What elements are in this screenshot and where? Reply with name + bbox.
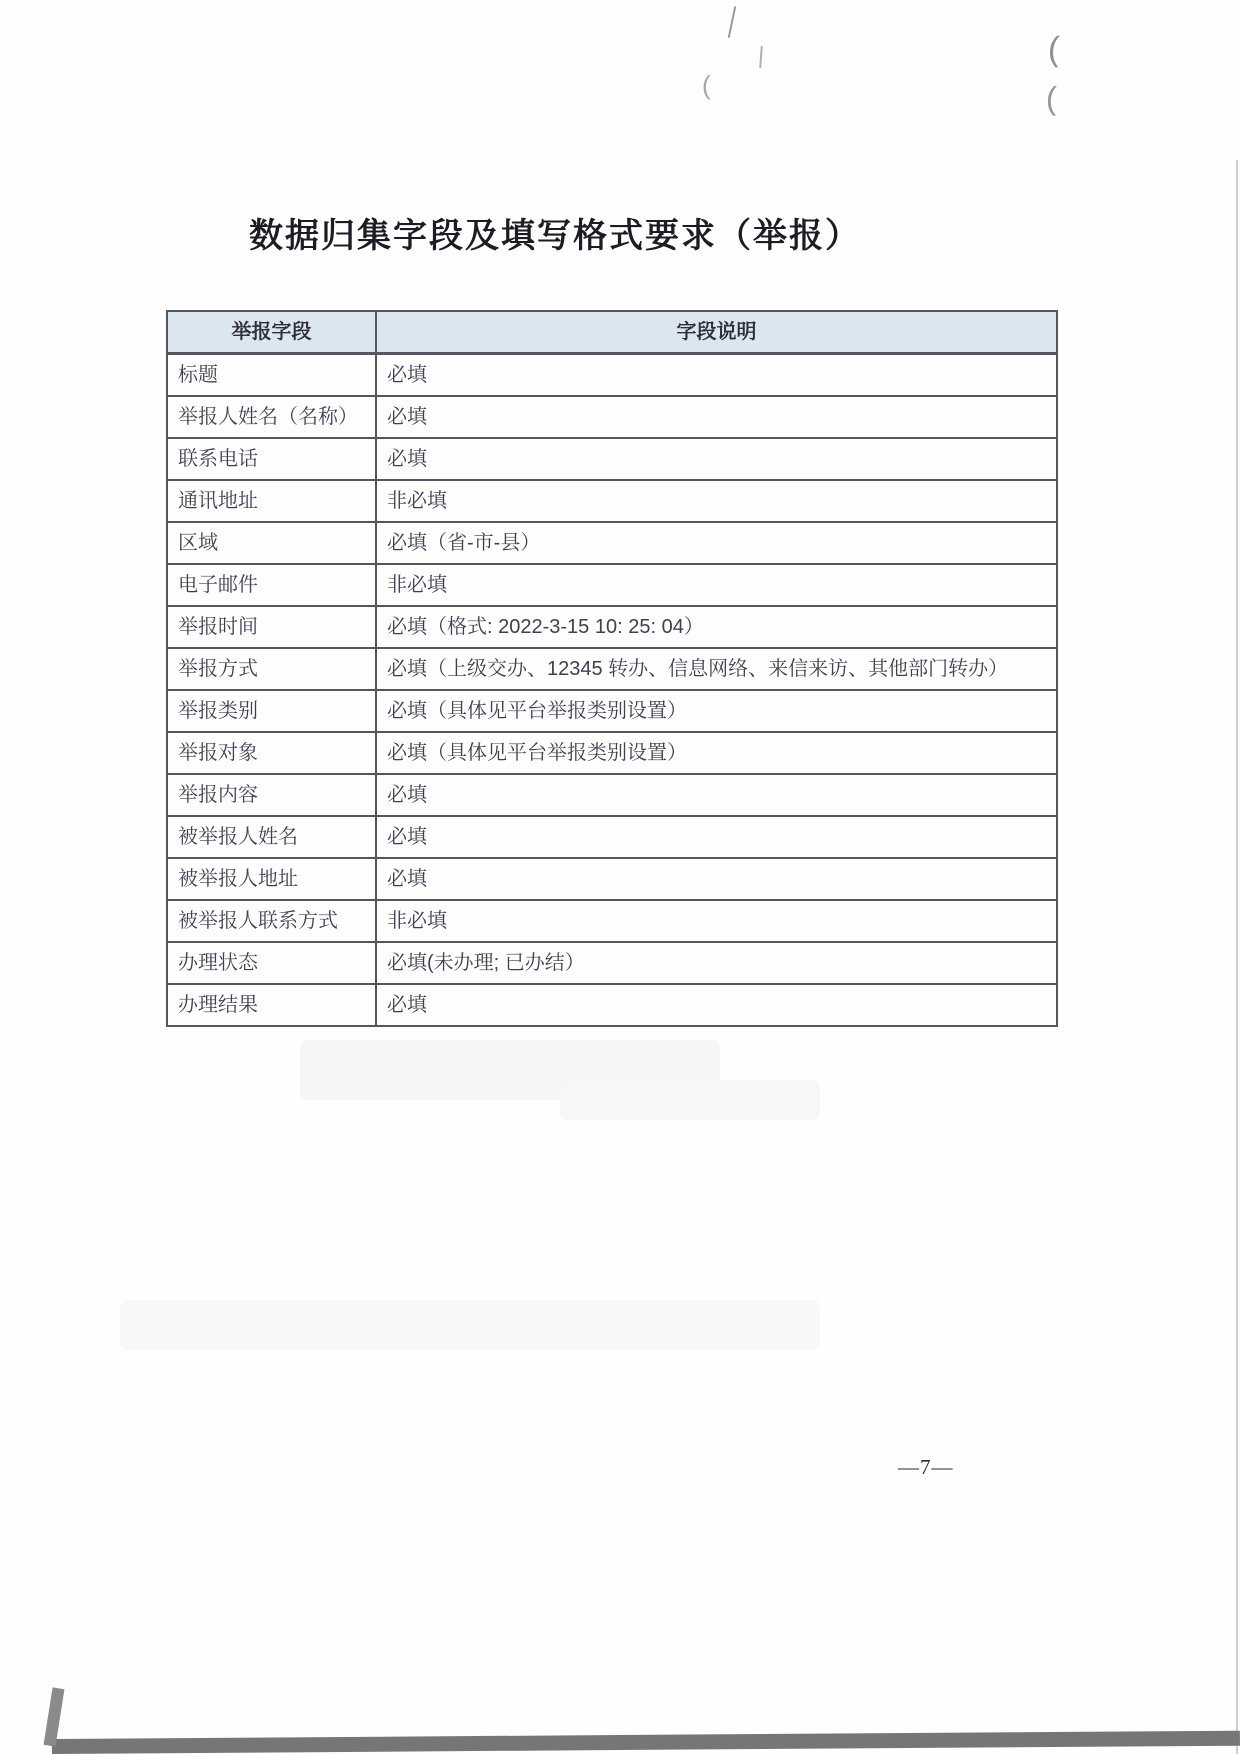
field-desc-cell: 必填(未办理; 已办结） bbox=[376, 942, 1057, 984]
page-number: —7— bbox=[898, 1455, 954, 1479]
field-desc-cell: 必填 bbox=[376, 774, 1057, 816]
field-desc-cell: 必填（上级交办、12345 转办、信息网络、来信来访、其他部门转办） bbox=[376, 648, 1057, 690]
field-desc-cell: 必填（具体见平台举报类别设置） bbox=[376, 732, 1057, 774]
table-row bbox=[167, 774, 1057, 816]
scan-bleedthrough bbox=[120, 1300, 820, 1350]
column-header-field: 举报字段 bbox=[167, 311, 376, 354]
table-row bbox=[167, 942, 1057, 984]
scan-mark-tick bbox=[759, 46, 763, 68]
table-row bbox=[167, 858, 1057, 900]
field-name-cell: 通讯地址 bbox=[167, 480, 376, 522]
field-name-cell: 举报方式 bbox=[167, 648, 376, 690]
field-desc-cell: 非必填 bbox=[376, 480, 1057, 522]
field-name-cell: 电子邮件 bbox=[167, 564, 376, 606]
scan-mark-paren: ( bbox=[1045, 79, 1058, 117]
table-row bbox=[167, 480, 1057, 522]
field-name-cell: 办理状态 bbox=[167, 942, 376, 984]
field-desc-cell: 非必填 bbox=[376, 564, 1057, 606]
field-name-cell: 举报人姓名（名称） bbox=[167, 396, 376, 438]
scan-edge-bottom-corner bbox=[44, 1687, 65, 1746]
scan-bleedthrough bbox=[560, 1080, 820, 1120]
table-row bbox=[167, 522, 1057, 564]
table-row bbox=[167, 690, 1057, 732]
scan-edge-right bbox=[1236, 160, 1238, 1754]
field-desc-cell: 必填（格式: 2022-3-15 10: 25: 04） bbox=[376, 606, 1057, 648]
field-name-cell: 举报时间 bbox=[167, 606, 376, 648]
field-desc-cell: 非必填 bbox=[376, 900, 1057, 942]
table-body bbox=[167, 354, 1057, 1027]
table-row bbox=[167, 648, 1057, 690]
page-title: 数据归集字段及填写格式要求（举报） bbox=[249, 218, 861, 255]
fields-table bbox=[166, 310, 1058, 1027]
field-desc-cell: 必填 bbox=[376, 858, 1057, 900]
field-desc-cell: 必填（具体见平台举报类别设置） bbox=[376, 690, 1057, 732]
field-name-cell: 办理结果 bbox=[167, 984, 376, 1026]
field-desc-cell: 必填 bbox=[376, 396, 1057, 438]
scan-mark-paren: ( bbox=[1047, 29, 1061, 69]
field-desc-cell: 必填 bbox=[376, 354, 1057, 397]
table-row bbox=[167, 438, 1057, 480]
table-row bbox=[167, 732, 1057, 774]
field-name-cell: 联系电话 bbox=[167, 438, 376, 480]
field-name-cell: 区域 bbox=[167, 522, 376, 564]
field-name-cell: 标题 bbox=[167, 354, 376, 397]
field-desc-cell: 必填 bbox=[376, 438, 1057, 480]
field-name-cell: 举报内容 bbox=[167, 774, 376, 816]
field-desc-cell: 必填 bbox=[376, 984, 1057, 1026]
field-name-cell: 被举报人姓名 bbox=[167, 816, 376, 858]
field-name-cell: 举报对象 bbox=[167, 732, 376, 774]
scan-edge-bottom bbox=[52, 1731, 1240, 1754]
table-row bbox=[167, 900, 1057, 942]
table-row bbox=[167, 984, 1057, 1026]
field-name-cell: 被举报人地址 bbox=[167, 858, 376, 900]
table-row bbox=[167, 564, 1057, 606]
table-row bbox=[167, 396, 1057, 438]
column-header-desc: 字段说明 bbox=[376, 311, 1057, 354]
field-desc-cell: 必填 bbox=[376, 816, 1057, 858]
table-row bbox=[167, 816, 1057, 858]
scan-mark-paren: ( bbox=[702, 70, 711, 100]
field-name-cell: 被举报人联系方式 bbox=[167, 900, 376, 942]
table-row bbox=[167, 354, 1057, 397]
scan-bleedthrough bbox=[300, 1040, 720, 1100]
table-header-row bbox=[167, 311, 1057, 354]
table-row bbox=[167, 606, 1057, 648]
field-name-cell: 举报类别 bbox=[167, 690, 376, 732]
field-desc-cell: 必填（省-市-县） bbox=[376, 522, 1057, 564]
scan-mark-top bbox=[728, 6, 737, 38]
